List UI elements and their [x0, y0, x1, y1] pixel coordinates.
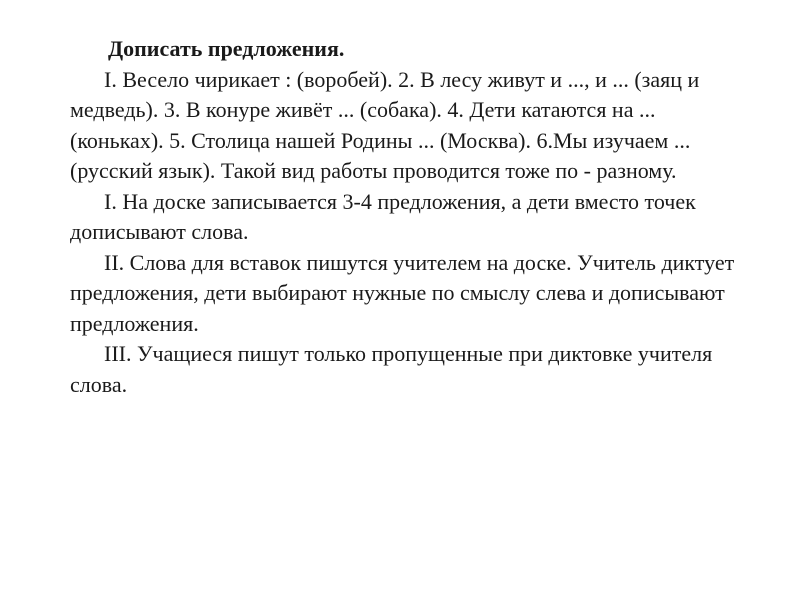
paragraph-method-1: I. На доске записывается 3-4 предложения, а дети вместо точек дописывают слова.	[70, 188, 696, 244]
paragraph-exercise: I. Весело чирикает : (воробей). 2. В лесу живут и ..., и ... (заяц и медведь). 3. В конуре живёт ... (собака). 4. Дети катаются на ... (коньках). 5. Столица нашей Родины ... (Москва). 6.Мы изучаем ... (русский язык). Такой вид работы проводится тоже по - разному.	[70, 66, 700, 183]
text-block	[70, 34, 742, 400]
paragraph-method-2: II. Слова для вставок пишутся учителем на доске. Учитель диктует предложения, дети выбирают нужные по смыслу слева и дописывают предложения.	[70, 249, 735, 336]
paragraph-method-3: III. Учащиеся пишут только пропущенные при диктовке учителя слова.	[70, 341, 713, 397]
slide-heading: Дописать предложения.	[108, 36, 345, 61]
